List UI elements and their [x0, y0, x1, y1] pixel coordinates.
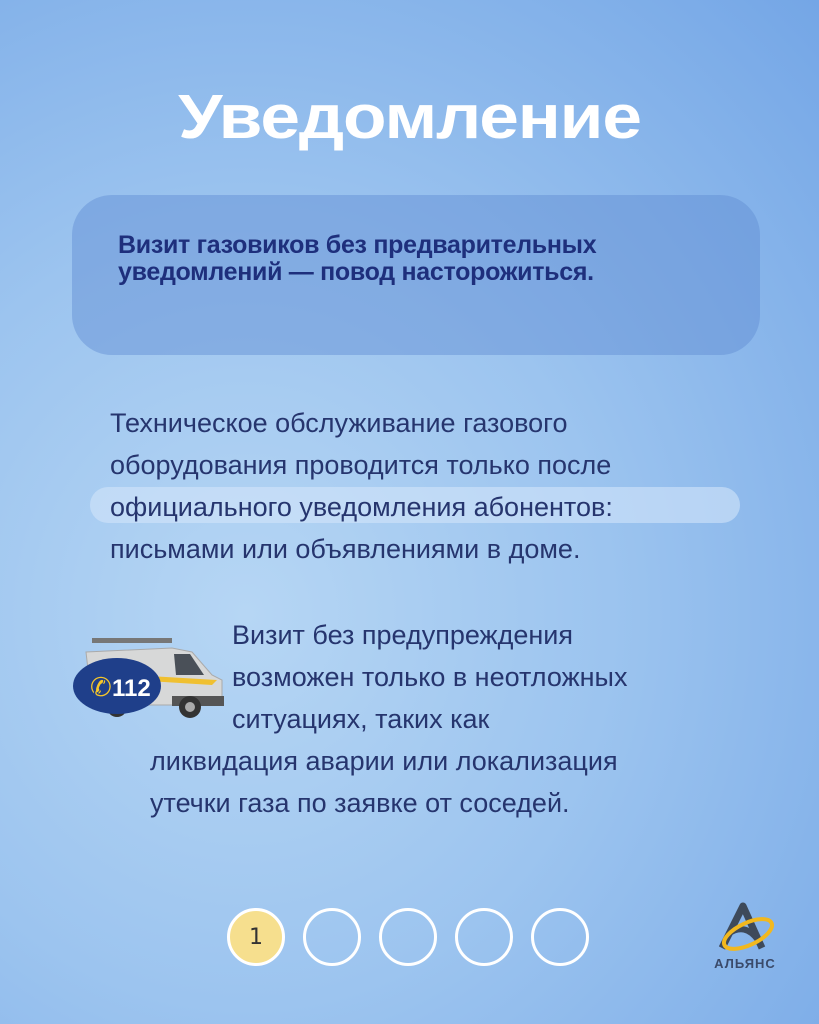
text-line: Визит без предупреждения [232, 620, 573, 650]
brand-logo [700, 900, 790, 971]
text-line: утечки газа по заявке от соседей. [150, 788, 570, 818]
text-line: ситуациях, таких как [232, 704, 490, 734]
page-dot[interactable] [455, 908, 513, 966]
page-dot[interactable] [379, 908, 437, 966]
text-line: Техническое обслуживание газового [110, 408, 568, 438]
paragraph-exception [150, 614, 790, 824]
text-line: письмами или объявлениями в доме. [110, 534, 581, 564]
van-badge-number: 112 [112, 675, 151, 702]
page-dot[interactable] [531, 908, 589, 966]
page-dot-current[interactable]: 1 [227, 908, 285, 966]
pagination [227, 908, 589, 966]
svg-text:✆: ✆ [90, 673, 112, 703]
text-line: оборудования проводится только после [110, 450, 612, 480]
page-title: Уведомление [178, 83, 641, 152]
paragraph-notice [110, 402, 790, 570]
page-dot[interactable] [303, 908, 361, 966]
logo-text: АЛЬЯНС [714, 956, 776, 971]
text-line: возможен только в неотложных [232, 662, 628, 692]
alliance-logo-icon [710, 900, 780, 952]
text-line: ликвидация аварии или локализация [150, 746, 618, 776]
text-line: официального уведомления абонентов: [110, 492, 613, 522]
callout-text: Визит газовиков без предварительных уведомлений — повод насторожиться. [118, 231, 597, 286]
